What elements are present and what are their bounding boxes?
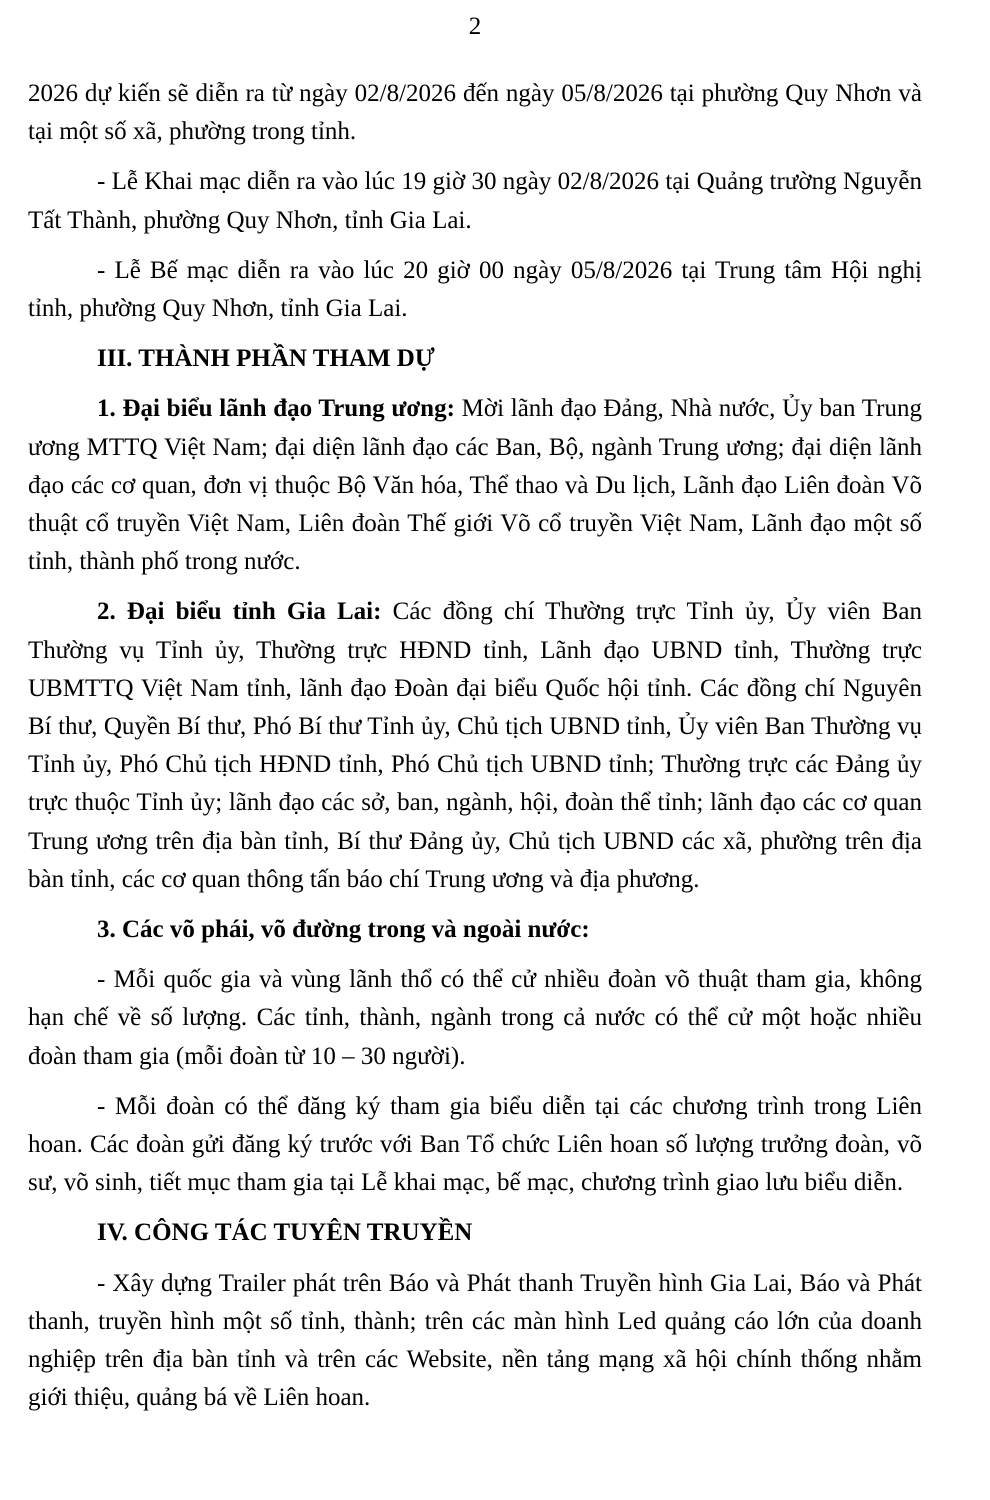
central-delegates-lead: 1. Đại biểu lãnh đạo Trung ương: <box>97 395 455 423</box>
document-body <box>28 75 922 1430</box>
subheading-martial-schools: 3. Các võ phái, võ đường trong và ngoài nước: <box>97 916 590 944</box>
paragraph-central-delegates <box>28 390 922 581</box>
paragraph-delegations-registration: - Mỗi đoàn có thể đăng ký tham gia biểu diễn tại các chương trình trong Liên hoan. Các đoàn gửi đăng ký trước với Ban Tổ chức Liên hoan số lượng trưởng đoàn, võ sư, võ sinh, tiết mục tham gia tại Lễ khai mạc, bế mạc, chương trình giao lưu biểu diễn. <box>28 1092 922 1197</box>
provincial-delegates-text: Các đồng chí Thường trực Tỉnh ủy, Ủy viên Ban Thường vụ Tỉnh ủy, Thường trực HĐND tỉnh, Lãnh đạo UBND tỉnh, Thường trực UBMTTQ Việt Nam tỉnh, lãnh đạo Đoàn đại biểu Quốc hội tỉnh. Các đồng chí Nguyên Bí thư, Quyền Bí thư, Phó Bí thư Tỉnh ủy, Chủ tịch UBND tỉnh, Ủy viên Ban Thường vụ Tỉnh ủy, Phó Chủ tịch HĐND tỉnh, Phó Chủ tịch UBND tỉnh; Thường trực các Đảng ủy trực thuộc Tỉnh ủy; lãnh đạo các sở, ban, ngành, hội, đoàn thể tỉnh; lãnh đạo các cơ quan Trung ương trên địa bàn tỉnh, Bí thư Đảng ủy, Chủ tịch UBND các xã, phường trên địa bàn tỉnh, các cơ quan thông tấn báo chí Trung ương và địa phương. <box>28 598 922 893</box>
central-delegates-text: Mời lãnh đạo Đảng, Nhà nước, Ủy ban Trung ương MTTQ Việt Nam; đại diện lãnh đạo các Ban, Bộ, ngành Trung ương; đại diện lãnh đạo các cơ quan, đơn vị thuộc Bộ Văn hóa, Thể thao và Du lịch, Lãnh đạo Liên đoàn Võ thuật cổ truyền Việt Nam, Liên đoàn Thế giới Võ cổ truyền Việt Nam, Lãnh đạo một số tỉnh, thành phố trong nước. <box>28 395 922 576</box>
paragraph-opening-ceremony: - Lễ Khai mạc diễn ra vào lúc 19 giờ 30 ngày 02/8/2026 tại Quảng trường Nguyễn Tất Thành, phường Quy Nhơn, tỉnh Gia Lai. <box>28 168 922 234</box>
paragraph-delegations-count: - Mỗi quốc gia và vùng lãnh thổ có thể cử nhiều đoàn võ thuật tham gia, không hạn chế về số lượng. Các tỉnh, thành, ngành trong cả nước có thể cử một hoặc nhiều đoàn tham gia (mỗi đoàn từ 10 – 30 người). <box>28 966 922 1070</box>
page-number: 2 <box>468 13 482 40</box>
section-heading-communication: IV. CÔNG TÁC TUYÊN TRUYỀN <box>97 1219 473 1247</box>
paragraph-trailer: - Xây dựng Trailer phát trên Báo và Phát thanh Truyền hình Gia Lai, Báo và Phát thanh, truyền hình một số tỉnh, thành; trên các màn hình Led quảng cáo lớn của doanh nghiệp trên địa bàn tỉnh và trên các Website, nền tảng mạng xã hội chính thống nhằm giới thiệu, quảng bá về Liên hoan. <box>28 1269 922 1412</box>
provincial-delegates-lead: 2. Đại biểu tỉnh Gia Lai: <box>97 598 382 626</box>
paragraph-provincial-delegates <box>28 593 922 899</box>
paragraph-closing-ceremony: - Lễ Bế mạc diễn ra vào lúc 20 giờ 00 ngày 05/8/2026 tại Trung tâm Hội nghị tỉnh, phường Quy Nhơn, tỉnh Gia Lai. <box>28 256 922 323</box>
paragraph-schedule-continuation: 2026 dự kiến sẽ diễn ra từ ngày 02/8/2026 đến ngày 05/8/2026 tại phường Quy Nhơn và tại một số xã, phường trong tỉnh. <box>28 80 922 146</box>
section-heading-participants: III. THÀNH PHẦN THAM DỰ <box>97 345 435 373</box>
